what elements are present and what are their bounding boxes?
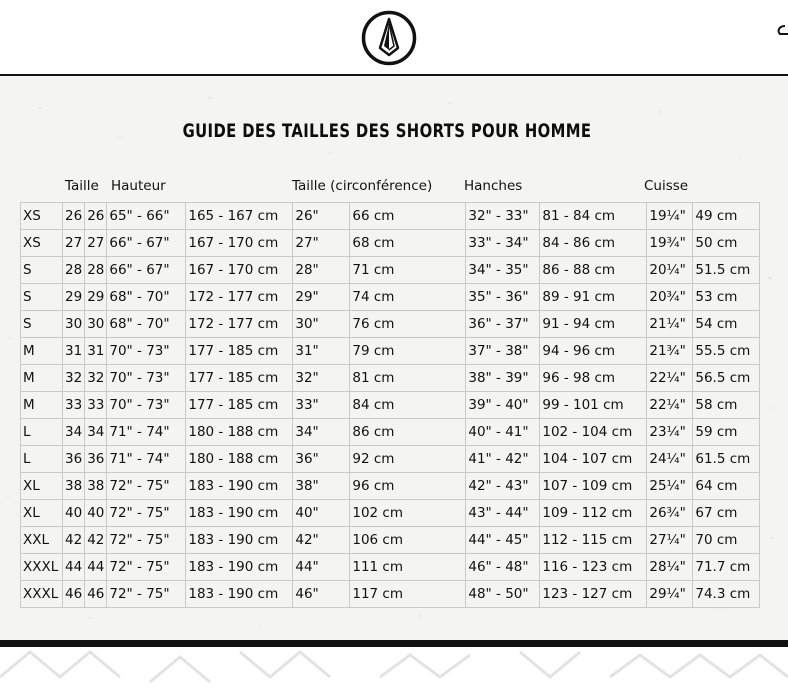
height-inches-cell: 72" - 75" bbox=[107, 527, 186, 554]
size-waist-b-cell: 28 bbox=[85, 257, 107, 284]
table-row bbox=[21, 473, 760, 500]
waist-inches-cell: 30" bbox=[293, 311, 350, 338]
height-cm-cell: 177 - 185 cm bbox=[186, 365, 293, 392]
hips-cm-cell: 109 - 112 cm bbox=[540, 500, 647, 527]
size-waist-a-cell: 40 bbox=[63, 500, 85, 527]
header-taille-circonference: Taille (circonférence) bbox=[292, 178, 433, 194]
waist-inches-cell: 34" bbox=[293, 419, 350, 446]
column-group-headers bbox=[20, 178, 760, 200]
thigh-inches-cell: 24¼" bbox=[647, 446, 693, 473]
table-row bbox=[21, 554, 760, 581]
size-waist-a-cell: 27 bbox=[63, 230, 85, 257]
size-waist-b-cell: 38 bbox=[85, 473, 107, 500]
thigh-cm-cell: 56.5 cm bbox=[693, 365, 760, 392]
waist-inches-cell: 36" bbox=[293, 446, 350, 473]
waist-cm-cell: 102 cm bbox=[350, 500, 466, 527]
size-label-cell: XXL bbox=[21, 527, 63, 554]
table-row bbox=[21, 338, 760, 365]
thigh-cm-cell: 71.7 cm bbox=[693, 554, 760, 581]
size-waist-b-cell: 46 bbox=[85, 581, 107, 608]
size-waist-b-cell: 42 bbox=[85, 527, 107, 554]
height-inches-cell: 70" - 73" bbox=[107, 338, 186, 365]
height-cm-cell: 183 - 190 cm bbox=[186, 581, 293, 608]
height-inches-cell: 72" - 75" bbox=[107, 473, 186, 500]
size-waist-a-cell: 29 bbox=[63, 284, 85, 311]
thigh-inches-cell: 22¼" bbox=[647, 392, 693, 419]
size-waist-a-cell: 31 bbox=[63, 338, 85, 365]
hips-cm-cell: 123 - 127 cm bbox=[540, 581, 647, 608]
height-inches-cell: 65" - 66" bbox=[107, 203, 186, 230]
size-waist-a-cell: 42 bbox=[63, 527, 85, 554]
waist-inches-cell: 26" bbox=[293, 203, 350, 230]
thigh-inches-cell: 19¼" bbox=[647, 203, 693, 230]
height-cm-cell: 172 - 177 cm bbox=[186, 311, 293, 338]
waist-inches-cell: 38" bbox=[293, 473, 350, 500]
thigh-inches-cell: 29¼" bbox=[647, 581, 693, 608]
site-header bbox=[0, 0, 788, 76]
hips-inches-cell: 38" - 39" bbox=[466, 365, 540, 392]
height-cm-cell: 177 - 185 cm bbox=[186, 338, 293, 365]
waist-inches-cell: 29" bbox=[293, 284, 350, 311]
table-row bbox=[21, 257, 760, 284]
size-waist-b-cell: 27 bbox=[85, 230, 107, 257]
waist-inches-cell: 46" bbox=[293, 581, 350, 608]
table-row bbox=[21, 392, 760, 419]
size-waist-b-cell: 29 bbox=[85, 284, 107, 311]
hips-cm-cell: 116 - 123 cm bbox=[540, 554, 647, 581]
hips-cm-cell: 112 - 115 cm bbox=[540, 527, 647, 554]
waist-cm-cell: 66 cm bbox=[350, 203, 466, 230]
size-waist-a-cell: 38 bbox=[63, 473, 85, 500]
size-label-cell: XL bbox=[21, 473, 63, 500]
height-cm-cell: 165 - 167 cm bbox=[186, 203, 293, 230]
waist-cm-cell: 74 cm bbox=[350, 284, 466, 311]
thigh-cm-cell: 61.5 cm bbox=[693, 446, 760, 473]
waist-cm-cell: 86 cm bbox=[350, 419, 466, 446]
hips-inches-cell: 32" - 33" bbox=[466, 203, 540, 230]
hips-inches-cell: 43" - 44" bbox=[466, 500, 540, 527]
site-footer bbox=[0, 640, 788, 687]
thigh-cm-cell: 70 cm bbox=[693, 527, 760, 554]
size-table bbox=[20, 202, 760, 608]
waist-inches-cell: 31" bbox=[293, 338, 350, 365]
height-inches-cell: 70" - 73" bbox=[107, 392, 186, 419]
size-waist-a-cell: 44 bbox=[63, 554, 85, 581]
hips-inches-cell: 35" - 36" bbox=[466, 284, 540, 311]
thigh-cm-cell: 54 cm bbox=[693, 311, 760, 338]
hips-cm-cell: 89 - 91 cm bbox=[540, 284, 647, 311]
size-waist-b-cell: 30 bbox=[85, 311, 107, 338]
hips-cm-cell: 107 - 109 cm bbox=[540, 473, 647, 500]
header-taille: Taille bbox=[65, 178, 99, 194]
size-label-cell: XS bbox=[21, 203, 63, 230]
height-inches-cell: 68" - 70" bbox=[107, 284, 186, 311]
waist-cm-cell: 68 cm bbox=[350, 230, 466, 257]
waist-cm-cell: 111 cm bbox=[350, 554, 466, 581]
size-label-cell: S bbox=[21, 311, 63, 338]
height-cm-cell: 180 - 188 cm bbox=[186, 446, 293, 473]
hips-cm-cell: 104 - 107 cm bbox=[540, 446, 647, 473]
table-row bbox=[21, 365, 760, 392]
size-waist-b-cell: 34 bbox=[85, 419, 107, 446]
height-cm-cell: 167 - 170 cm bbox=[186, 257, 293, 284]
thigh-inches-cell: 26¾" bbox=[647, 500, 693, 527]
waist-cm-cell: 76 cm bbox=[350, 311, 466, 338]
table-row bbox=[21, 203, 760, 230]
thigh-cm-cell: 55.5 cm bbox=[693, 338, 760, 365]
size-label-cell: XXXL bbox=[21, 554, 63, 581]
size-label-cell: XS bbox=[21, 230, 63, 257]
hips-inches-cell: 42" - 43" bbox=[466, 473, 540, 500]
height-inches-cell: 72" - 75" bbox=[107, 500, 186, 527]
table-row bbox=[21, 500, 760, 527]
thigh-cm-cell: 49 cm bbox=[693, 203, 760, 230]
waist-cm-cell: 71 cm bbox=[350, 257, 466, 284]
size-waist-b-cell: 36 bbox=[85, 446, 107, 473]
waist-inches-cell: 33" bbox=[293, 392, 350, 419]
hips-inches-cell: 33" - 34" bbox=[466, 230, 540, 257]
height-inches-cell: 72" - 75" bbox=[107, 554, 186, 581]
thigh-inches-cell: 22¼" bbox=[647, 365, 693, 392]
hips-inches-cell: 46" - 48" bbox=[466, 554, 540, 581]
thigh-cm-cell: 59 cm bbox=[693, 419, 760, 446]
header-hanches: Hanches bbox=[464, 178, 523, 194]
size-waist-a-cell: 32 bbox=[63, 365, 85, 392]
thigh-inches-cell: 21¾" bbox=[647, 338, 693, 365]
header-hauteur: Hauteur bbox=[111, 178, 166, 194]
size-label-cell: M bbox=[21, 338, 63, 365]
hips-cm-cell: 91 - 94 cm bbox=[540, 311, 647, 338]
height-inches-cell: 66" - 67" bbox=[107, 257, 186, 284]
size-waist-b-cell: 40 bbox=[85, 500, 107, 527]
height-inches-cell: 66" - 67" bbox=[107, 230, 186, 257]
cart-icon[interactable] bbox=[773, 22, 788, 42]
height-cm-cell: 180 - 188 cm bbox=[186, 419, 293, 446]
hips-inches-cell: 39" - 40" bbox=[466, 392, 540, 419]
hips-cm-cell: 81 - 84 cm bbox=[540, 203, 647, 230]
size-waist-a-cell: 28 bbox=[63, 257, 85, 284]
table-row bbox=[21, 230, 760, 257]
size-label-cell: S bbox=[21, 284, 63, 311]
size-label-cell: L bbox=[21, 446, 63, 473]
height-cm-cell: 183 - 190 cm bbox=[186, 500, 293, 527]
thigh-inches-cell: 27¼" bbox=[647, 527, 693, 554]
waist-cm-cell: 96 cm bbox=[350, 473, 466, 500]
size-waist-a-cell: 46 bbox=[63, 581, 85, 608]
waist-inches-cell: 27" bbox=[293, 230, 350, 257]
size-waist-a-cell: 36 bbox=[63, 446, 85, 473]
hips-inches-cell: 40" - 41" bbox=[466, 419, 540, 446]
waist-cm-cell: 106 cm bbox=[350, 527, 466, 554]
hips-inches-cell: 48" - 50" bbox=[466, 581, 540, 608]
height-cm-cell: 177 - 185 cm bbox=[186, 392, 293, 419]
thigh-inches-cell: 20¾" bbox=[647, 284, 693, 311]
size-waist-a-cell: 26 bbox=[63, 203, 85, 230]
size-waist-a-cell: 34 bbox=[63, 419, 85, 446]
size-waist-a-cell: 30 bbox=[63, 311, 85, 338]
table-row bbox=[21, 419, 760, 446]
thigh-inches-cell: 23¼" bbox=[647, 419, 693, 446]
waist-inches-cell: 28" bbox=[293, 257, 350, 284]
hips-cm-cell: 96 - 98 cm bbox=[540, 365, 647, 392]
height-inches-cell: 72" - 75" bbox=[107, 581, 186, 608]
size-guide-title: GUIDE DES TAILLES DES SHORTS POUR HOMME bbox=[182, 120, 592, 142]
hips-inches-cell: 37" - 38" bbox=[466, 338, 540, 365]
thigh-cm-cell: 67 cm bbox=[693, 500, 760, 527]
size-waist-b-cell: 33 bbox=[85, 392, 107, 419]
thigh-cm-cell: 53 cm bbox=[693, 284, 760, 311]
size-label-cell: L bbox=[21, 419, 63, 446]
size-waist-b-cell: 44 bbox=[85, 554, 107, 581]
thigh-cm-cell: 74.3 cm bbox=[693, 581, 760, 608]
height-cm-cell: 167 - 170 cm bbox=[186, 230, 293, 257]
height-cm-cell: 183 - 190 cm bbox=[186, 527, 293, 554]
size-label-cell: XXXL bbox=[21, 581, 63, 608]
hips-cm-cell: 102 - 104 cm bbox=[540, 419, 647, 446]
height-inches-cell: 68" - 70" bbox=[107, 311, 186, 338]
brand-logo-icon[interactable] bbox=[361, 10, 417, 66]
table-row bbox=[21, 527, 760, 554]
hips-cm-cell: 99 - 101 cm bbox=[540, 392, 647, 419]
size-waist-b-cell: 32 bbox=[85, 365, 107, 392]
hips-inches-cell: 44" - 45" bbox=[466, 527, 540, 554]
waist-cm-cell: 117 cm bbox=[350, 581, 466, 608]
thigh-inches-cell: 21¼" bbox=[647, 311, 693, 338]
size-label-cell: XL bbox=[21, 500, 63, 527]
hips-cm-cell: 94 - 96 cm bbox=[540, 338, 647, 365]
hips-inches-cell: 36" - 37" bbox=[466, 311, 540, 338]
waist-inches-cell: 32" bbox=[293, 365, 350, 392]
thigh-cm-cell: 58 cm bbox=[693, 392, 760, 419]
hips-cm-cell: 86 - 88 cm bbox=[540, 257, 647, 284]
thigh-inches-cell: 19¾" bbox=[647, 230, 693, 257]
thigh-inches-cell: 20¼" bbox=[647, 257, 693, 284]
header-cuisse: Cuisse bbox=[644, 178, 689, 194]
thigh-inches-cell: 28¼" bbox=[647, 554, 693, 581]
waist-inches-cell: 44" bbox=[293, 554, 350, 581]
waist-cm-cell: 84 cm bbox=[350, 392, 466, 419]
height-inches-cell: 70" - 73" bbox=[107, 365, 186, 392]
height-cm-cell: 183 - 190 cm bbox=[186, 473, 293, 500]
hips-cm-cell: 84 - 86 cm bbox=[540, 230, 647, 257]
thigh-cm-cell: 50 cm bbox=[693, 230, 760, 257]
table-row bbox=[21, 284, 760, 311]
footer-pattern bbox=[0, 647, 788, 687]
waist-cm-cell: 81 cm bbox=[350, 365, 466, 392]
waist-cm-cell: 79 cm bbox=[350, 338, 466, 365]
waist-inches-cell: 42" bbox=[293, 527, 350, 554]
height-inches-cell: 71" - 74" bbox=[107, 419, 186, 446]
hips-inches-cell: 41" - 42" bbox=[466, 446, 540, 473]
size-label-cell: S bbox=[21, 257, 63, 284]
size-waist-a-cell: 33 bbox=[63, 392, 85, 419]
height-inches-cell: 71" - 74" bbox=[107, 446, 186, 473]
size-label-cell: M bbox=[21, 365, 63, 392]
table-row bbox=[21, 446, 760, 473]
size-waist-b-cell: 31 bbox=[85, 338, 107, 365]
waist-cm-cell: 92 cm bbox=[350, 446, 466, 473]
size-label-cell: M bbox=[21, 392, 63, 419]
hips-inches-cell: 34" - 35" bbox=[466, 257, 540, 284]
height-cm-cell: 183 - 190 cm bbox=[186, 554, 293, 581]
height-cm-cell: 172 - 177 cm bbox=[186, 284, 293, 311]
waist-inches-cell: 40" bbox=[293, 500, 350, 527]
size-waist-b-cell: 26 bbox=[85, 203, 107, 230]
thigh-inches-cell: 25¼" bbox=[647, 473, 693, 500]
thigh-cm-cell: 64 cm bbox=[693, 473, 760, 500]
table-row bbox=[21, 581, 760, 608]
size-guide-section bbox=[0, 78, 788, 640]
thigh-cm-cell: 51.5 cm bbox=[693, 257, 760, 284]
table-row bbox=[21, 311, 760, 338]
